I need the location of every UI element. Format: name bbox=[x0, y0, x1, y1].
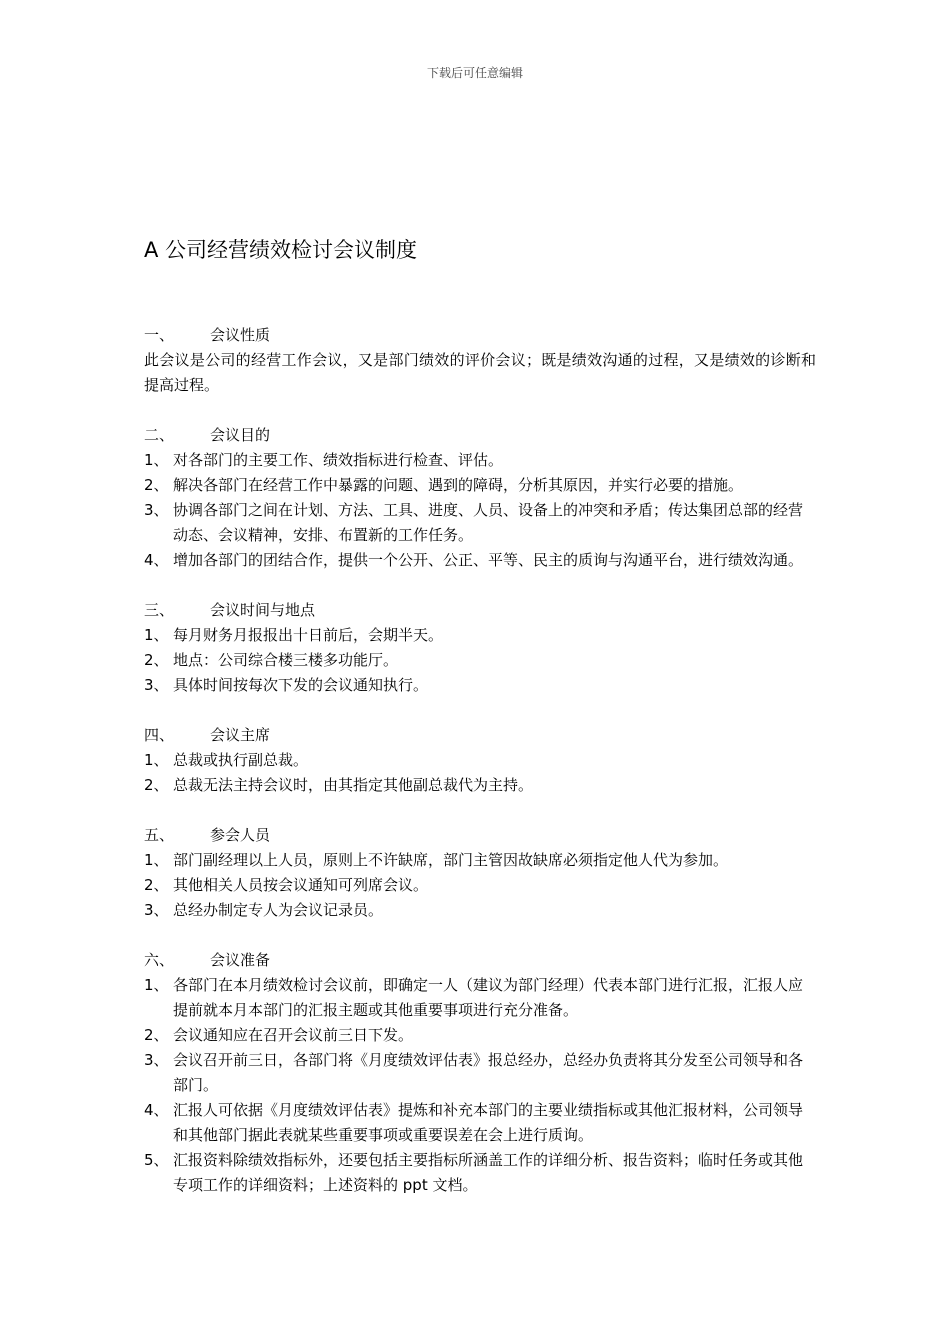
list-item-number: 4、 bbox=[144, 551, 169, 569]
list-item-text: 各部门在本月绩效检讨会议前，即确定一人（建议为部门经理）代表本部门进行汇报，汇报人应提前就本月本部门的汇报主题或其他重要事项进行充分准备。 bbox=[173, 976, 804, 1019]
list-item-number: 3、 bbox=[144, 901, 169, 919]
list-item bbox=[144, 473, 816, 498]
document-body bbox=[144, 323, 816, 1223]
list-item bbox=[144, 1048, 816, 1098]
list-item bbox=[144, 548, 816, 573]
list-item-number: 3、 bbox=[144, 1051, 169, 1069]
list-item bbox=[144, 898, 816, 923]
section-heading-text: 会议目的 bbox=[210, 426, 271, 444]
section-number: 四、 bbox=[144, 726, 175, 744]
section bbox=[144, 723, 816, 798]
section-heading-text: 会议时间与地点 bbox=[210, 601, 316, 619]
section-number: 三、 bbox=[144, 601, 175, 619]
section-number: 二、 bbox=[144, 426, 175, 444]
list-item-text: 地点：公司综合楼三楼多功能厅。 bbox=[173, 651, 399, 669]
list-item-number: 1、 bbox=[144, 751, 169, 769]
section-heading-text: 会议主席 bbox=[210, 726, 271, 744]
section bbox=[144, 323, 816, 398]
list-item-text: 总裁或执行副总裁。 bbox=[173, 751, 309, 769]
list-item-number: 1、 bbox=[144, 851, 169, 869]
section-heading bbox=[144, 323, 816, 348]
section-heading bbox=[144, 823, 816, 848]
list-item-text: 协调各部门之间在计划、方法、工具、进度、人员、设备上的冲突和矛盾；传达集团总部的经营动态、会议精神，安排、布置新的工作任务。 bbox=[173, 501, 804, 544]
document-title: A 公司经营绩效检讨会议制度 bbox=[144, 238, 418, 262]
list-item-number: 1、 bbox=[144, 976, 169, 994]
section-heading-text: 参会人员 bbox=[210, 826, 271, 844]
list-item-text: 部门副经理以上人员，原则上不许缺席，部门主管因故缺席必须指定他人代为参加。 bbox=[173, 851, 729, 869]
list-item-number: 3、 bbox=[144, 501, 169, 519]
list-item bbox=[144, 973, 816, 1023]
list-item-text: 汇报人可依据《月度绩效评估表》提炼和补充本部门的主要业绩指标或其他汇报材料，公司领导和其他部门据此表就某些重要事项或重要误差在会上进行质询。 bbox=[173, 1101, 804, 1144]
list-item-number: 2、 bbox=[144, 476, 169, 494]
list-item-text: 其他相关人员按会议通知可列席会议。 bbox=[173, 876, 429, 894]
section-heading bbox=[144, 723, 816, 748]
section-heading bbox=[144, 948, 816, 973]
section-heading bbox=[144, 598, 816, 623]
list-item bbox=[144, 1148, 816, 1198]
list-item-text: 增加各部门的团结合作，提供一个公开、公正、平等、民主的质询与沟通平台，进行绩效沟通。 bbox=[173, 551, 804, 569]
section-heading-text: 会议性质 bbox=[210, 326, 271, 344]
list-item bbox=[144, 748, 816, 773]
list-item bbox=[144, 848, 816, 873]
list-item bbox=[144, 1023, 816, 1048]
section bbox=[144, 598, 816, 698]
list-item-number: 2、 bbox=[144, 651, 169, 669]
list-item-number: 1、 bbox=[144, 451, 169, 469]
section-heading bbox=[144, 423, 816, 448]
list-item-text: 总裁无法主持会议时，由其指定其他副总裁代为主持。 bbox=[173, 776, 534, 794]
section-number: 五、 bbox=[144, 826, 175, 844]
list-item-text: 总经办制定专人为会议记录员。 bbox=[173, 901, 384, 919]
list-item bbox=[144, 673, 816, 698]
section bbox=[144, 948, 816, 1198]
list-item-number: 1、 bbox=[144, 626, 169, 644]
list-item bbox=[144, 623, 816, 648]
section bbox=[144, 423, 816, 573]
section-number: 六、 bbox=[144, 951, 175, 969]
list-item-text: 汇报资料除绩效指标外，还要包括主要指标所涵盖工作的详细分析、报告资料；临时任务或其他专项工作的详细资料；上述资料的 ppt 文档。 bbox=[173, 1151, 804, 1194]
section-paragraph: 此会议是公司的经营工作会议，又是部门绩效的评价会议；既是绩效沟通的过程，又是绩效的诊断和提高过程。 bbox=[144, 351, 816, 394]
section-number: 一、 bbox=[144, 326, 175, 344]
list-item-number: 5、 bbox=[144, 1151, 169, 1169]
list-item-number: 3、 bbox=[144, 676, 169, 694]
section-heading-text: 会议准备 bbox=[210, 951, 271, 969]
list-item bbox=[144, 648, 816, 673]
list-item-text: 具体时间按每次下发的会议通知执行。 bbox=[173, 676, 429, 694]
list-item bbox=[144, 1098, 816, 1148]
list-item-text: 会议召开前三日，各部门将《月度绩效评估表》报总经办，总经办负责将其分发至公司领导和各部门。 bbox=[173, 1051, 804, 1094]
list-item-text: 对各部门的主要工作、绩效指标进行检查、评估。 bbox=[173, 451, 504, 469]
list-item-text: 会议通知应在召开会议前三日下发。 bbox=[173, 1026, 414, 1044]
list-item-number: 2、 bbox=[144, 876, 169, 894]
section bbox=[144, 823, 816, 923]
list-item bbox=[144, 498, 816, 548]
list-item-number: 4、 bbox=[144, 1101, 169, 1119]
list-item-text: 解决各部门在经营工作中暴露的问题、遇到的障碍，分析其原因，并实行必要的措施。 bbox=[173, 476, 744, 494]
page-header: 下载后可任意编辑 bbox=[426, 66, 523, 80]
list-item-text: 每月财务月报报出十日前后，会期半天。 bbox=[173, 626, 444, 644]
list-item-number: 2、 bbox=[144, 776, 169, 794]
list-item bbox=[144, 773, 816, 798]
list-item bbox=[144, 873, 816, 898]
list-item bbox=[144, 448, 816, 473]
list-item-number: 2、 bbox=[144, 1026, 169, 1044]
